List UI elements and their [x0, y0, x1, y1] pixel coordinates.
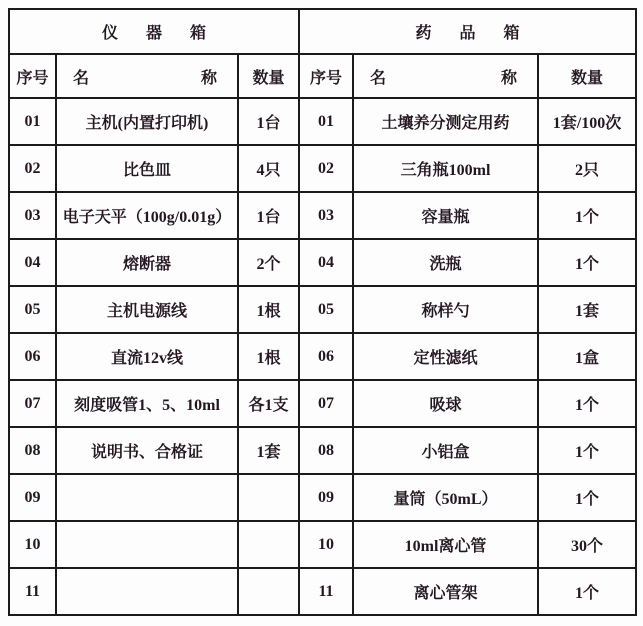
table-row	[9, 380, 636, 427]
table-row	[9, 286, 636, 333]
left-qty-cell: 1套	[238, 427, 299, 474]
right-no-cell: 06	[299, 333, 353, 380]
left-qty-cell: 1根	[238, 333, 299, 380]
left-name-header	[56, 54, 238, 98]
right-no-cell: 09	[299, 474, 353, 521]
right-name-header-left: 名	[370, 69, 387, 87]
right-qty-cell: 1套/100次	[538, 98, 636, 145]
left-qty-header: 数量	[238, 54, 299, 98]
left-qty-cell	[238, 521, 299, 568]
left-no-cell: 11	[9, 568, 56, 615]
inventory-table	[8, 8, 637, 616]
left-name-cell: 说明书、合格证	[56, 427, 238, 474]
right-name-cell: 洗瓶	[353, 239, 538, 286]
table-row	[9, 333, 636, 380]
right-name-header	[353, 54, 538, 98]
left-name-header-left: 名	[73, 69, 90, 87]
right-no-cell: 08	[299, 427, 353, 474]
table-body	[9, 98, 636, 615]
table-row	[9, 98, 636, 145]
right-qty-cell: 1个	[538, 427, 636, 474]
right-no-cell: 11	[299, 568, 353, 615]
table-row	[9, 145, 636, 192]
right-name-cell: 三角瓶100ml	[353, 145, 538, 192]
right-name-cell: 10ml离心管	[353, 521, 538, 568]
left-name-cell: 熔断器	[56, 239, 238, 286]
left-name-cell: 刻度吸管1、5、10ml	[56, 380, 238, 427]
table-row	[9, 192, 636, 239]
left-qty-cell	[238, 568, 299, 615]
left-name-cell	[56, 568, 238, 615]
left-qty-cell: 1台	[238, 192, 299, 239]
right-qty-cell: 1个	[538, 192, 636, 239]
left-name-cell: 直流12v线	[56, 333, 238, 380]
right-no-cell: 01	[299, 98, 353, 145]
left-no-cell: 05	[9, 286, 56, 333]
left-name-header-inner	[57, 65, 237, 88]
right-qty-cell: 1个	[538, 474, 636, 521]
right-name-cell: 称样勺	[353, 286, 538, 333]
left-name-cell: 电子天平（100g/0.01g）	[56, 192, 238, 239]
left-no-cell: 09	[9, 474, 56, 521]
left-qty-cell: 4只	[238, 145, 299, 192]
right-name-cell: 容量瓶	[353, 192, 538, 239]
table-row	[9, 239, 636, 286]
right-name-cell: 小铝盒	[353, 427, 538, 474]
right-qty-cell: 30个	[538, 521, 636, 568]
right-no-cell: 07	[299, 380, 353, 427]
instrument-box-title: 仪 器 箱	[9, 9, 299, 54]
right-name-header-right: 称	[500, 69, 517, 87]
table-row	[9, 521, 636, 568]
right-qty-cell: 1个	[538, 239, 636, 286]
left-no-cell: 04	[9, 239, 56, 286]
right-name-cell: 离心管架	[353, 568, 538, 615]
table-row	[9, 474, 636, 521]
left-name-cell	[56, 521, 238, 568]
left-no-cell: 02	[9, 145, 56, 192]
right-name-cell: 量筒（50mL）	[353, 474, 538, 521]
right-name-cell: 吸球	[353, 380, 538, 427]
right-no-cell: 04	[299, 239, 353, 286]
left-qty-cell	[238, 474, 299, 521]
medicine-box-title: 药 品 箱	[299, 9, 636, 54]
left-qty-cell: 各1支	[238, 380, 299, 427]
table-row	[9, 427, 636, 474]
section-title-row	[9, 9, 636, 54]
right-qty-header: 数量	[538, 54, 636, 98]
left-no-cell: 07	[9, 380, 56, 427]
right-qty-cell: 1个	[538, 380, 636, 427]
left-name-cell: 主机(内置打印机)	[56, 98, 238, 145]
right-no-header: 序号	[299, 54, 353, 98]
table-row	[9, 568, 636, 615]
right-name-cell: 定性滤纸	[353, 333, 538, 380]
left-name-cell	[56, 474, 238, 521]
right-qty-cell: 1个	[538, 568, 636, 615]
left-no-cell: 01	[9, 98, 56, 145]
left-name-cell: 比色皿	[56, 145, 238, 192]
left-no-header: 序号	[9, 54, 56, 98]
left-no-cell: 08	[9, 427, 56, 474]
right-no-cell: 10	[299, 521, 353, 568]
left-qty-cell: 1根	[238, 286, 299, 333]
right-no-cell: 02	[299, 145, 353, 192]
right-no-cell: 05	[299, 286, 353, 333]
left-name-cell: 主机电源线	[56, 286, 238, 333]
left-no-cell: 03	[9, 192, 56, 239]
left-qty-cell: 1台	[238, 98, 299, 145]
right-no-cell: 03	[299, 192, 353, 239]
right-qty-cell: 1套	[538, 286, 636, 333]
column-header-row	[9, 54, 636, 98]
right-qty-cell: 2只	[538, 145, 636, 192]
right-name-cell: 土壤养分测定用药	[353, 98, 538, 145]
left-no-cell: 10	[9, 521, 56, 568]
right-qty-cell: 1盒	[538, 333, 636, 380]
left-name-header-right: 称	[200, 69, 217, 87]
left-qty-cell: 2个	[238, 239, 299, 286]
left-no-cell: 06	[9, 333, 56, 380]
right-name-header-inner	[354, 65, 537, 88]
